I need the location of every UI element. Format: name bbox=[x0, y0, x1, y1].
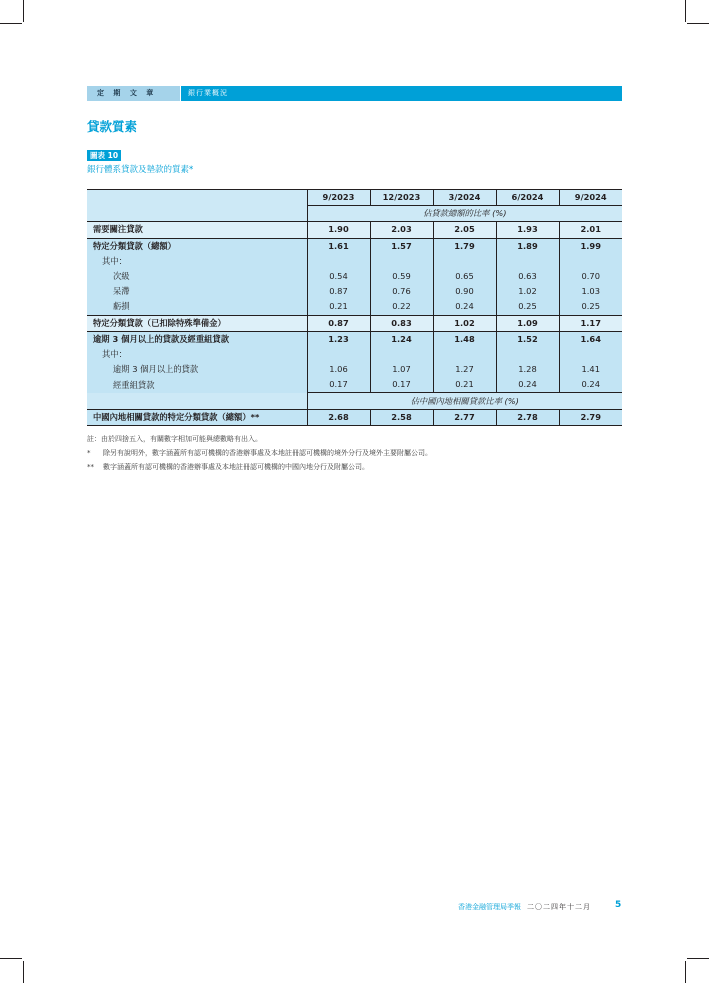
unit-label: 佔中國內地相關貸款比率 (%) bbox=[307, 393, 622, 409]
running-header bbox=[87, 86, 622, 101]
table-cell: 2.58 bbox=[370, 409, 433, 425]
table-cell: 2.03 bbox=[370, 222, 433, 238]
table-notes bbox=[87, 432, 607, 474]
table-cell: 0.24 bbox=[496, 377, 559, 393]
note-mark: ** bbox=[87, 463, 94, 471]
table-cell: 2.78 bbox=[496, 409, 559, 425]
table-row bbox=[87, 362, 622, 377]
unit-row bbox=[87, 206, 622, 222]
crop-mark bbox=[23, 961, 24, 983]
column-header: 9/2024 bbox=[559, 190, 622, 206]
table-cell: 1.64 bbox=[559, 331, 622, 347]
table-cell: 0.17 bbox=[307, 377, 370, 393]
table-cell: 2.05 bbox=[433, 222, 496, 238]
table-cell: 1.07 bbox=[370, 362, 433, 377]
row-label: 經重組貸款 bbox=[87, 377, 307, 393]
section-title: 貸款質素 bbox=[87, 119, 138, 134]
crop-mark bbox=[0, 23, 22, 24]
publication-date: 二〇二四年十二月 bbox=[527, 903, 591, 911]
table-row bbox=[87, 238, 622, 254]
table-cell: 1.24 bbox=[370, 331, 433, 347]
table-cell: 1.57 bbox=[370, 238, 433, 254]
row-label: 呆滯 bbox=[87, 284, 307, 299]
row-label: 逾期 3 個月以上的貸款 bbox=[87, 362, 307, 377]
table-cell: 2.01 bbox=[559, 222, 622, 238]
table-cell: 1.02 bbox=[496, 284, 559, 299]
table-cell: 0.25 bbox=[496, 299, 559, 315]
table-cell: 1.23 bbox=[307, 331, 370, 347]
table-cell: 2.79 bbox=[559, 409, 622, 425]
table-row bbox=[87, 377, 622, 393]
row-label: 需要關注貸款 bbox=[87, 222, 307, 238]
note-double-asterisk bbox=[87, 460, 607, 474]
column-header: 6/2024 bbox=[496, 190, 559, 206]
table-header-row bbox=[87, 190, 622, 206]
running-footer bbox=[458, 902, 591, 912]
publication-name: 香港金融管理局季報 bbox=[458, 903, 521, 911]
table-cell: 0.70 bbox=[559, 269, 622, 284]
note-text: 除另有說明外，數字涵蓋所有認可機構的香港辦事處及本地註冊認可機構的境外分行及境外主要附屬公司。 bbox=[103, 449, 432, 457]
table-cell: 0.22 bbox=[370, 299, 433, 315]
row-label: 其中： bbox=[87, 347, 307, 362]
section-label: 定 期 文 章 bbox=[87, 86, 180, 101]
table-cell: 0.21 bbox=[307, 299, 370, 315]
table-cell: 0.17 bbox=[370, 377, 433, 393]
table-cell: 1.06 bbox=[307, 362, 370, 377]
topic-label: 銀行業概況 bbox=[180, 86, 622, 101]
table-cell: 1.93 bbox=[496, 222, 559, 238]
column-header: 12/2023 bbox=[370, 190, 433, 206]
table-row bbox=[87, 299, 622, 315]
note-rounding bbox=[87, 432, 607, 446]
table-cell: 1.48 bbox=[433, 331, 496, 347]
table-cell: 1.99 bbox=[559, 238, 622, 254]
table-cell: 0.63 bbox=[496, 269, 559, 284]
table-row bbox=[87, 331, 622, 347]
table-cell: 2.77 bbox=[433, 409, 496, 425]
row-label: 其中： bbox=[87, 254, 307, 269]
table-cell: 1.52 bbox=[496, 331, 559, 347]
table-cell: 0.59 bbox=[370, 269, 433, 284]
table-cell: 0.90 bbox=[433, 284, 496, 299]
table-cell: 0.24 bbox=[559, 377, 622, 393]
crop-mark bbox=[23, 0, 24, 22]
table-cell: 1.41 bbox=[559, 362, 622, 377]
table-cell: 0.87 bbox=[307, 284, 370, 299]
table-cell: 0.25 bbox=[559, 299, 622, 315]
table-row bbox=[87, 347, 622, 362]
row-label: 中國內地相關貸款的特定分類貸款（總額）** bbox=[87, 409, 307, 425]
table-cell: 0.83 bbox=[370, 315, 433, 331]
header-blank bbox=[87, 190, 307, 206]
table-cell: 1.02 bbox=[433, 315, 496, 331]
chart-title: 銀行體系貸款及墊款的質素* bbox=[87, 165, 194, 175]
table-cell: 1.79 bbox=[433, 238, 496, 254]
crop-mark bbox=[685, 961, 686, 983]
page-number: 5 bbox=[615, 900, 622, 910]
row-label: 特定分類貸款（已扣除特殊準備金） bbox=[87, 315, 307, 331]
crop-mark bbox=[687, 958, 709, 959]
table-cell: 2.68 bbox=[307, 409, 370, 425]
crop-mark bbox=[685, 0, 686, 22]
table-cell: 1.28 bbox=[496, 362, 559, 377]
table-cell: 0.54 bbox=[307, 269, 370, 284]
table-row bbox=[87, 284, 622, 299]
note-asterisk bbox=[87, 446, 607, 460]
unit-label: 佔貸款總額的比率 (%) bbox=[307, 206, 622, 222]
table-cell: 1.61 bbox=[307, 238, 370, 254]
table-cell: 1.89 bbox=[496, 238, 559, 254]
row-label: 特定分類貸款（總額） bbox=[87, 238, 307, 254]
table-row bbox=[87, 222, 622, 238]
table-cell: 0.76 bbox=[370, 284, 433, 299]
crop-mark bbox=[0, 958, 22, 959]
table-cell: 0.87 bbox=[307, 315, 370, 331]
table-cell: 0.65 bbox=[433, 269, 496, 284]
table-cell: 1.27 bbox=[433, 362, 496, 377]
row-label: 次級 bbox=[87, 269, 307, 284]
chart-number-badge: 圖表 10 bbox=[87, 150, 121, 161]
note-text: 註：由於四捨五入，有關數字相加可能與總數略有出入。 bbox=[87, 435, 262, 443]
table-row bbox=[87, 409, 622, 425]
row-label: 逾期 3 個月以上的貸款及經重組貸款 bbox=[87, 331, 307, 347]
table-row bbox=[87, 315, 622, 331]
column-header: 9/2023 bbox=[307, 190, 370, 206]
table-cell: 1.03 bbox=[559, 284, 622, 299]
crop-mark bbox=[687, 23, 709, 24]
row-label: 虧損 bbox=[87, 299, 307, 315]
table-cell: 0.21 bbox=[433, 377, 496, 393]
table-row bbox=[87, 269, 622, 284]
note-text: 數字涵蓋所有認可機構的香港辦事處及本地註冊認可機構的中國內地分行及附屬公司。 bbox=[103, 463, 369, 471]
table-cell: 1.90 bbox=[307, 222, 370, 238]
unit-row bbox=[87, 393, 622, 409]
table-cell: 1.17 bbox=[559, 315, 622, 331]
note-mark: * bbox=[87, 449, 91, 457]
loan-quality-table bbox=[87, 189, 622, 426]
table-row bbox=[87, 254, 622, 269]
table-cell: 1.09 bbox=[496, 315, 559, 331]
column-header: 3/2024 bbox=[433, 190, 496, 206]
table-cell: 0.24 bbox=[433, 299, 496, 315]
